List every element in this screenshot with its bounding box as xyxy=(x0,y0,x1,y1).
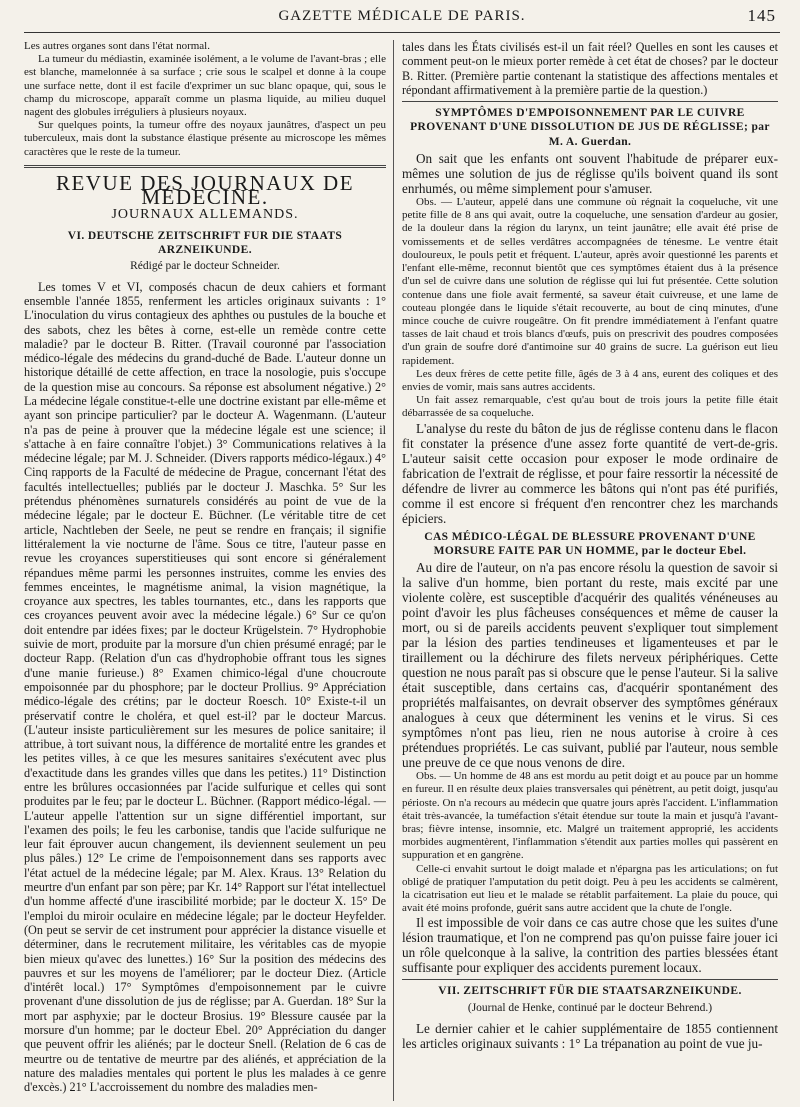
section-subtitle: JOURNAUX ALLEMANDS. xyxy=(111,207,299,223)
observation: Celle-ci envahit surtout le doigt malade et n'épargna pas les articulations; on fut obligé de pratiquer l'amputation du petit doigt. Peu à peu les accidents se calmèrent, la cicatrisation eut lieu et le malade se rétablit parfaitement. La plaie du pouce, qui avait été moins profonde, guérit sans autre accident que la chute de l'ongle. xyxy=(402,862,778,915)
divider xyxy=(402,101,778,102)
article-heading: CAS MÉDICO-LÉGAL DE BLESSURE PROVENANT D'UNE MORSURE FAITE PAR UN HOMME, par le docteur Ebel. xyxy=(424,530,756,557)
paragraph: On sait que les enfants ont souvent l'habitude de préparer eux-mêmes une solution de jus de réglisse qu'ils boivent quand ils sont enrhumés, ou même simplement pour s'amuser. xyxy=(402,151,778,197)
paragraph: Au dire de l'auteur, on n'a pas encore résolu la question de savoir si la salive d'un homme, bien portant du reste, mais excité par une violente colère, est susceptible d'acquérir des qualités vénéneuses au point d'avoir les plus fâcheuses conséquences et même de causer la mort, ou si de pareils accidents peuvent s'expliquer tout simplement par la lésion des parties tendineuses et ligamenteuses et par le tiraillement ou la déchirure des filets nerveux périphériques. Cette question ne nous paraît pas si obscure que le pense l'auteur. Si la salive était susceptible, dans certains cas, d'acquérir spontanément des propriétés malfaisantes, on devrait observer des symptômes généraux analogues à ceux que déterminent les venins et le virus. Si ces symptômes n'ont pas lieu, rien ne nous autorise à croire à ces prétendues propriétés. Le cas suivant, publié par l'auteur, nous semble une preuve de ce que nous venons de dire. xyxy=(402,560,778,771)
divider xyxy=(402,979,778,980)
right-column xyxy=(402,40,778,1101)
section-title: REVUE DES JOURNAUX DE MÉDECINE. xyxy=(55,170,355,210)
paragraph: Il est impossible de voir dans ce cas autre chose que les suites d'une lésion traumatique, et l'on ne comprend pas qu'on puisse faire jouer ici un rôle quelconque à la salive, la contrition des parties blessées étant suffisante pour expliquer des accidents purement locaux. xyxy=(402,915,778,976)
article-body: Les tomes V et VI, composés chacun de deux cahiers et formant ensemble l'année 1855, renferment les articles originaux suivants : 1° L'inoculation du virus contagieux des aphthes ou pustules de la bouche et des sabots, chez les bêtes à corne, est-elle un remède contre cette maladie? par le docteur B. Ritter. (Travail couronné par l'association médico-légale des médecins du grand-duché de Bade. L'auteur donne un historique détaillé de cette affection, en trace la nosologie, puis s'occupe de la question mise au concours. Sa réponse est absolument négative.) 2° La médecine légale constitue-t-elle une doctrine existant par elle-même et ayant son principe particulier? par le docteur A. Wagenmann. (L'auteur n'a pas de peine à prouver que la médecine légale est une science; il s'attache à en faire connaître l'objet.) 3° Communications relatives à la médecine légale; par M. J. Schneider. (Divers rapports médico-légaux.) 4° Cinq rapports de la Faculté de médecine de Prague, concernant l'état des facultés intellectuelles; publiés par le docteur J. Maschka. 5° Sur les prétendus phénomènes surnaturels considérés au point de vue de la médecine légale; par le docteur E. Büchner. (Le véritable titre de cet article, Nachtleben der Seele, ne peut se rendre en français; il signifie littéralement la vie nocturne de l'âme. Sous ce titre, l'auteur passe en revue les croyances superstitieuses qui sont encore si généralement répandues même parmi les personnes instruites, comme les envies des femmes enceintes, le magnétisme animal, la vision magnétique, la croyance aux spectres, les tables tournantes, etc., dans les rapports que ces croyances peuvent avoir avec la médecine légale.) 6° Sur ce qu'on doit entendre par idées fixes; par le docteur Krügelstein. 7° Hydrophobie suivie de mort, produite par la morsure d'un chien présumé enragé; par le docteur Rapp. (Relation d'un cas d'hydrophobie offrant tous les signes d'une manie furieuse.) 8° Examen chimico-légal d'une choucroute empoisonnée par du phosphore; par le docteur Prollius. 9° Appréciation médico-légale des crétins; par le docteur Roesch. 10° Existe-t-il un préservatif contre le choléra, et quel est-il? par le docteur Marcus. (L'auteur insiste particulièrement sur les mesures de police sanitaire; il attribue, à tort suivant nous, la différence de mortalité entre les grandes et les petites villes, à ce que les mesures sanitaires s'exécutent avec plus d'exactitude dans les grandes villes que dans les petites.) 11° Distinction entre les brûlures occasionnées par l'acide sulfurique et celles qui sont produites par le feu; par le docteur L. Büchner. (Rapport médico-légal. — L'auteur appelle l'attention sur un signe différentiel important, sur l'examen des poils; le feu les carbonise, tandis que l'acide sulfurique ne leur fait éprouver aucun changement, ils deviennent seulement un peu plus pâles.) 12° Le crime de l'empoisonnement dans ses rapports avec l'état actuel de la médecine légale; par M. Alex. Kraus. 13° Relation du meurtre d'un enfant par son père; par Kr. 14° Rapport sur l'état intellectuel d'un homme affecté d'une irascibilité morbide; par le docteur X. 15° De l'emploi du miroir oculaire en médecine légale; par le docteur Heyfelder. (On peut se servir de cet instrument pour apprécier la distance visuelle et déterminer, dans le recrutement militaire, les véritables cas de myopie bien mieux qu'avec des lunettes.) 16° Sur la position des médecins des pauvres et sur les moyens de l'améliorer; par le docteur Diez. (Article d'intérêt local.) 17° Symptômes d'empoisonnement par le cuivre provenant d'une dissolution de jus de réglisse; par A. Guerdan. 18° Sur la mort par asphyxie; par le docteur Brosius. 19° Blessure causée par la morsure d'un homme; par le docteur Ebel. 20° Appréciation du danger que peuvent offrir les aliénés; par le docteur Snell. (Relation de 6 cas de meurtre ou de tentative de meurtre par des aliénés, et appréciation de la nature des maladies mentales qui portent le plus les malades à ce genre d'excès.) 21° L'accroissement du nombre des maladies men- xyxy=(24,279,386,1095)
article-heading: VI. DEUTSCHE ZEITSCHRIFT FUR DIE STAATS ARZNEIKUNDE. xyxy=(67,229,343,257)
paragraph: Les autres organes sont dans l'état normal. xyxy=(24,40,210,52)
observation: Un fait assez remarquable, c'est qu'au bout de trois jours la petite fille était débarrassée de sa coqueluche. xyxy=(402,394,778,420)
left-column xyxy=(24,40,386,1101)
running-header xyxy=(24,6,780,33)
paragraph: La tumeur du médiastin, examinée isolément, a le volume de l'avant-bras ; elle est blanche, mamelonnée à sa surface ; crie sous le scalpel et donne à la coupe une surface nette, dont il est facile d'exprimer un suc blanc opaque, qui, sous le champ du microscope, apparaît comme un plasma liquide, au milieu duquel nagent des globules irréguliers à plusieurs noyaux. xyxy=(24,53,386,119)
paragraph: tales dans les États civilisés est-il un fait réel? Quelles en sont les causes et comment peut-on le mieux porter remède à cet état de choses? par le docteur B. Ritter. (Première partie contenant la statistique des affections mentales et répondant affirmativement à la première partie de la question.) xyxy=(402,40,778,97)
observation: Obs. — Un homme de 48 ans est mordu au petit doigt et au pouce par un homme en fureur. Il en résulte deux plaies transversales qui pénètrent, au petit doigt, jusqu'au périoste. On n'a recours au médecin que quatre jours après l'accident. L'inflammation était très-avancée, la tuméfaction s'était étendue sur toute la main et jusqu'à l'avant-bras; fièvre intense, insomnie, etc. Malgré un traitement approprié, les accidents morbides augmentèrent, l'inflammation s'étendit aux parties molles qui passèrent en suppuration et en gangrène. xyxy=(402,770,778,862)
article-heading: SYMPTÔMES D'EMPOISONNEMENT PAR LE CUIVRE PROVENANT D'UNE DISSOLUTION DE JUS DE RÉGLISSE; par M. A. Guerdan. xyxy=(410,107,770,148)
paragraph: Sur quelques points, la tumeur offre des noyaux jaunâtres, d'aspect un peu tuberculeux, mais dont la substance élastique présente au microscope les mêmes caractères que le reste de la tumeur. xyxy=(24,119,386,158)
observation: Obs. — L'auteur, appelé dans une commune où régnait la coqueluche, vit une petite fille de 8 ans qui avait, outre la coqueluche, une sensation d'ardeur au gosier, de la douleur dans la région du larynx, un teint jaunâtre; elle avait été prise de vomissements et de selles verdâtres accompagnées de ténesme. Le ventre était douloureux, le pouls petit et fréquent. L'auteur, après avoir questionné les parents et l'enfant elle-même, reconnut bientôt que ces symptômes étaient dus à la présence d'un sel de cuivre dans une solution de réglisse qui lui fut présentée. Cette solution contenue dans une fiole avait fermenté, sa saveur était cuivreuse, et une lame de couteau plongée dans le liquide s'était recouverte, au bout de cinq minutes, d'une mince couche de cuivre rougeâtre. On fit prendre immédiatement à l'enfant quatre tasses de lait chaud et trois blancs d'œufs, puis on prescrivit des poudres composées d'un grain de soufre doré d'antimoine sur 40 grains de sucre. La guérison eut lieu rapidement. xyxy=(402,196,778,367)
section-divider xyxy=(24,165,386,168)
journal-title: GAZETTE MÉDICALE DE PARIS. xyxy=(278,8,526,24)
article-heading: VII. ZEITSCHRIFT FÜR DIE STAATSARZNEIKUNDE. xyxy=(438,985,742,998)
article-byline: Rédigé par le docteur Schneider. xyxy=(130,260,280,273)
article-byline: (Journal de Henke, continué par le docteur Behrend.) xyxy=(467,1001,713,1014)
column-divider xyxy=(393,40,394,1101)
page-number: 145 xyxy=(747,6,776,25)
paragraph: L'analyse du reste du bâton de jus de réglisse contenu dans le flacon fit constater la présence d'une assez forte quantité de vert-de-gris. L'auteur saisit cette occasion pour exposer le mode ordinaire de fabrication de l'extrait de réglisse, et pour faire ressortir la nécessité de défendre de livrer au commerce les bâtons qui n'ont pas été purifiés, comme il est encore si fréquent d'en rencontrer chez les marchands épiciers. xyxy=(402,420,778,526)
observation: Les deux frères de cette petite fille, âgés de 3 à 4 ans, eurent des coliques et des envies de vomir, mais sans autres accidents. xyxy=(402,367,778,393)
paragraph: Le dernier cahier et le cahier supplémentaire de 1855 contiennent les articles originaux suivants : 1° La trépanation au point de vue ju- xyxy=(402,1020,778,1051)
